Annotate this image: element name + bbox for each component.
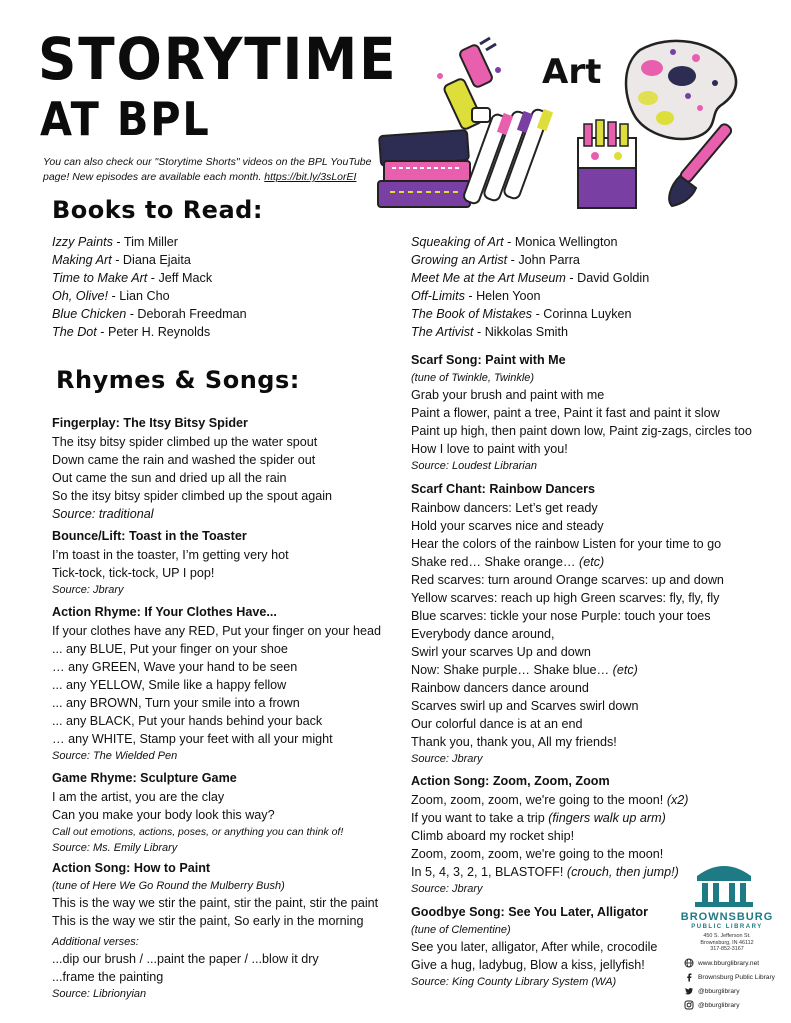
- line-text: If you want to take a trip: [411, 811, 549, 825]
- block-title: Fingerplay: The Itsy Bitsy Spider: [52, 416, 248, 430]
- page-title: STORYTIME: [38, 25, 398, 93]
- block-line: Give a hug, ladybug, Blow a kiss, jellyfish!: [411, 958, 645, 972]
- instagram-text[interactable]: @bburglibrary: [698, 1001, 740, 1009]
- block-source: Source: Jbrary: [52, 584, 124, 596]
- block-source: Source: Jbrary: [411, 753, 483, 765]
- block-line: I am the artist, you are the clay: [52, 790, 225, 804]
- library-name: BROWNSBURG: [680, 911, 774, 923]
- block-line: Yellow scarves: reach up high Green scarves: fly, fly, fly: [411, 591, 720, 605]
- book-item: [52, 324, 247, 342]
- twitter-text[interactable]: @bburglibrary: [698, 987, 740, 995]
- block-line: Climb aboard my rocket ship!: [411, 829, 575, 843]
- book-title: Squeaking of Art: [411, 235, 504, 249]
- book-title: Oh, Olive!: [52, 288, 108, 303]
- book-item: [411, 288, 649, 306]
- block-line: Grab your brush and paint with me: [411, 388, 605, 402]
- book-author: - Tim Miller: [112, 235, 178, 249]
- block-title: Action Song: How to Paint: [52, 861, 211, 875]
- block-line: Paint up high, then paint down low, Paint zig-zags, circles too: [411, 424, 752, 438]
- library-building-icon: [693, 858, 755, 908]
- block-source: Source: King County Library System (WA): [411, 976, 617, 988]
- art-label: Art: [542, 52, 602, 92]
- block-title: Scarf Chant: Rainbow Dancers: [411, 482, 596, 496]
- block-line: Rainbow dancers: Let’s get ready: [411, 501, 598, 515]
- facebook-icon: [684, 972, 694, 982]
- book-author: - Diana Ejaita: [111, 252, 191, 267]
- block-line: If your clothes have any RED, Put your finger on your head: [52, 624, 382, 638]
- page-subtitle: AT BPL: [40, 92, 211, 146]
- book-author: - Nikkolas Smith: [473, 324, 568, 339]
- book-item: [411, 252, 649, 270]
- block-source: Source: Librionyian: [52, 988, 147, 1000]
- facebook-text[interactable]: Brownsburg Public Library: [698, 973, 775, 981]
- block-line: Can you make your body look this way?: [52, 808, 275, 822]
- book-title: Growing an Artist: [411, 252, 508, 267]
- block-line: Rainbow dancers dance around: [411, 681, 589, 695]
- book-title: Time to Make Art: [52, 270, 148, 285]
- block-line: … any GREEN, Wave your hand to be seen: [52, 660, 298, 674]
- block-title: Action Song: Zoom, Zoom, Zoom: [411, 774, 610, 788]
- block-line: ...dip our brush / ...paint the paper / ...blow it dry: [52, 952, 319, 966]
- howpaint-block: [52, 861, 412, 1002]
- book-list-left: [52, 234, 247, 341]
- block-line: How I love to paint with you!: [411, 442, 568, 456]
- youtube-link[interactable]: https://bit.ly/3sLorEI: [264, 171, 357, 184]
- book-author: - Peter H. Reynolds: [96, 324, 211, 339]
- line-text: Zoom, zoom, zoom, we're going to the moon!: [411, 793, 667, 807]
- book-title: Making Art: [52, 252, 112, 267]
- books-heading: Books to Read:: [52, 196, 263, 224]
- block-title: Action Rhyme: If Your Clothes Have...: [52, 605, 277, 619]
- book-item: [52, 252, 247, 270]
- book-title: The Artivist: [411, 324, 474, 339]
- book-author: - Deborah Freedman: [126, 306, 247, 321]
- block-line: [411, 661, 771, 679]
- book-title: Izzy Paints: [52, 235, 113, 249]
- block-line: This is the way we stir the paint, So early in the morning: [52, 914, 364, 928]
- block-line: Zoom, zoom, zoom, we're going to the moon!: [411, 847, 664, 861]
- block-line: [411, 553, 771, 571]
- block-line: Tick-tock, tick-tock, UP I pop!: [52, 566, 215, 580]
- fingerplay-block: [52, 416, 412, 523]
- block-title: Game Rhyme: Sculpture Game: [52, 771, 237, 785]
- block-verses-label: Additional verses:: [52, 936, 139, 948]
- block-title: Goodbye Song: See You Later, Alligator: [411, 905, 648, 919]
- book-author: - Corinna Luyken: [532, 306, 632, 321]
- address-line: 450 S. Jefferson St.: [703, 933, 751, 939]
- block-line: ... any BROWN, Turn your smile into a frown: [52, 696, 300, 710]
- facebook-row[interactable]: [684, 972, 775, 982]
- intro-text: [43, 155, 378, 185]
- book-author: - Jeff Mack: [147, 270, 213, 285]
- block-source: Source: The Wielded Pen: [52, 750, 178, 762]
- line-text: In 5, 4, 3, 2, 1, BLASTOFF!: [411, 865, 567, 879]
- book-item: [52, 234, 247, 252]
- block-line: ... any YELLOW, Smile like a happy fellow: [52, 678, 287, 692]
- block-tune: (tune of Clementine): [411, 924, 511, 936]
- globe-icon: [684, 958, 694, 968]
- book-item: [411, 324, 649, 342]
- book-item: [411, 306, 649, 324]
- block-line: Down came the rain and washed the spider out: [52, 453, 316, 467]
- block-line: Out came the sun and dried up all the rain: [52, 471, 287, 485]
- block-line: Scarves swirl up and Scarves swirl down: [411, 699, 639, 713]
- book-author: - Lian Cho: [108, 288, 170, 303]
- book-list-right: [411, 234, 649, 341]
- rhymes-heading: Rhymes & Songs:: [56, 366, 300, 394]
- toast-block: [52, 529, 412, 598]
- shake-text: Shake red… Shake orange…: [411, 555, 580, 569]
- scarf-rainbow-block: [411, 482, 771, 767]
- block-line: [411, 809, 771, 827]
- block-line: Hear the colors of the rainbow Listen for your time to go: [411, 537, 722, 551]
- library-subtitle: PUBLIC LIBRARY: [691, 924, 763, 930]
- block-line: ... any BLACK, Put your hands behind your back: [52, 714, 323, 728]
- book-title: The Book of Mistakes: [411, 306, 533, 321]
- book-item: [52, 306, 247, 324]
- twitter-icon: [684, 986, 694, 996]
- block-note: Call out emotions, actions, poses, or anything you can think of!: [52, 826, 344, 838]
- block-line: Swirl your scarves Up and down: [411, 645, 591, 659]
- book-author: - Helen Yoon: [464, 288, 541, 303]
- block-line: Our colorful dance is at an end: [411, 717, 583, 731]
- goodbye-block: [411, 905, 671, 990]
- etc-text: (etc): [579, 555, 605, 569]
- block-line: Red scarves: turn around Orange scarves: up and down: [411, 573, 724, 587]
- book-item: [411, 234, 649, 252]
- books-stack-icon: [378, 130, 470, 207]
- block-line: Blue scarves: tickle your nose Purple: touch your toes: [411, 609, 711, 623]
- paint-tube-icon: [437, 38, 501, 130]
- block-line: ...frame the painting: [52, 970, 164, 984]
- block-line: Everybody dance around,: [411, 627, 555, 641]
- block-title: Scarf Song: Paint with Me: [411, 353, 566, 367]
- block-title: Bounce/Lift: Toast in the Toaster: [52, 529, 247, 543]
- line-note: (fingers walk up arm): [548, 811, 666, 825]
- book-title: Off-Limits: [411, 288, 465, 303]
- phone-line: 317-852-3167: [710, 946, 744, 952]
- library-address: [672, 933, 782, 953]
- website-row[interactable]: [684, 958, 759, 968]
- book-item: [411, 270, 649, 288]
- block-source: Source: traditional: [52, 507, 154, 521]
- block-source: Source: Ms. Emily Library: [52, 842, 178, 854]
- shake-text: Now: Shake purple… Shake blue…: [411, 663, 613, 677]
- block-source: Source: Loudest Librarian: [411, 460, 537, 472]
- scarf-paint-block: [411, 353, 771, 474]
- block-line: I’m toast in the toaster, I’m getting very hot: [52, 548, 289, 562]
- instagram-icon: [684, 1000, 694, 1010]
- block-line: [411, 791, 771, 809]
- block-line: … any WHITE, Stamp your feet with all your might: [52, 732, 333, 746]
- book-author: - John Parra: [507, 252, 580, 267]
- block-line: Hold your scarves nice and steady: [411, 519, 604, 533]
- intro-copy: You can also check our "Storytime Shorts" videos on the BPL YouTube page! New episodes are available each month.: [43, 156, 372, 184]
- block-line: This is the way we stir the paint, stir the paint, stir the paint: [52, 896, 379, 910]
- line-note: (x2): [666, 793, 689, 807]
- book-title: Blue Chicken: [52, 306, 127, 321]
- address-line: Brownsburg, IN 46112: [700, 939, 754, 946]
- book-item: [52, 270, 247, 288]
- line-note: (crouch, then jump!): [566, 865, 679, 879]
- book-item: [52, 288, 247, 306]
- website-text[interactable]: www.bburglibrary.net: [698, 959, 760, 967]
- block-line: So the itsy bitsy spider climbed up the spout again: [52, 489, 333, 503]
- block-line: The itsy bitsy spider climbed up the water spout: [52, 435, 318, 449]
- block-line: ... any BLUE, Put your finger on your shoe: [52, 642, 288, 656]
- crayon-box-icon: [578, 120, 636, 208]
- sculpture-block: [52, 771, 412, 856]
- block-line: See you later, alligator, After while, crocodile: [411, 940, 658, 954]
- book-title: Meet Me at the Art Museum: [411, 270, 566, 285]
- block-line: Thank you, thank you, All my friends!: [411, 735, 617, 749]
- block-tune: (tune of Twinkle, Twinkle): [411, 372, 535, 384]
- etc-text: (etc): [612, 663, 638, 677]
- paint-palette-icon: [626, 41, 736, 139]
- block-line: Paint a flower, paint a tree, Paint it fast and paint it slow: [411, 406, 720, 420]
- book-title: The Dot: [52, 324, 97, 339]
- instagram-row[interactable]: [684, 1000, 740, 1010]
- clothes-block: [52, 605, 412, 764]
- block-tune: (tune of Here We Go Round the Mulberry Bush): [52, 880, 285, 892]
- book-author: - David Goldin: [565, 270, 650, 285]
- twitter-row[interactable]: [684, 986, 740, 996]
- block-source: Source: Jbrary: [411, 883, 483, 895]
- book-author: - Monica Wellington: [503, 235, 618, 249]
